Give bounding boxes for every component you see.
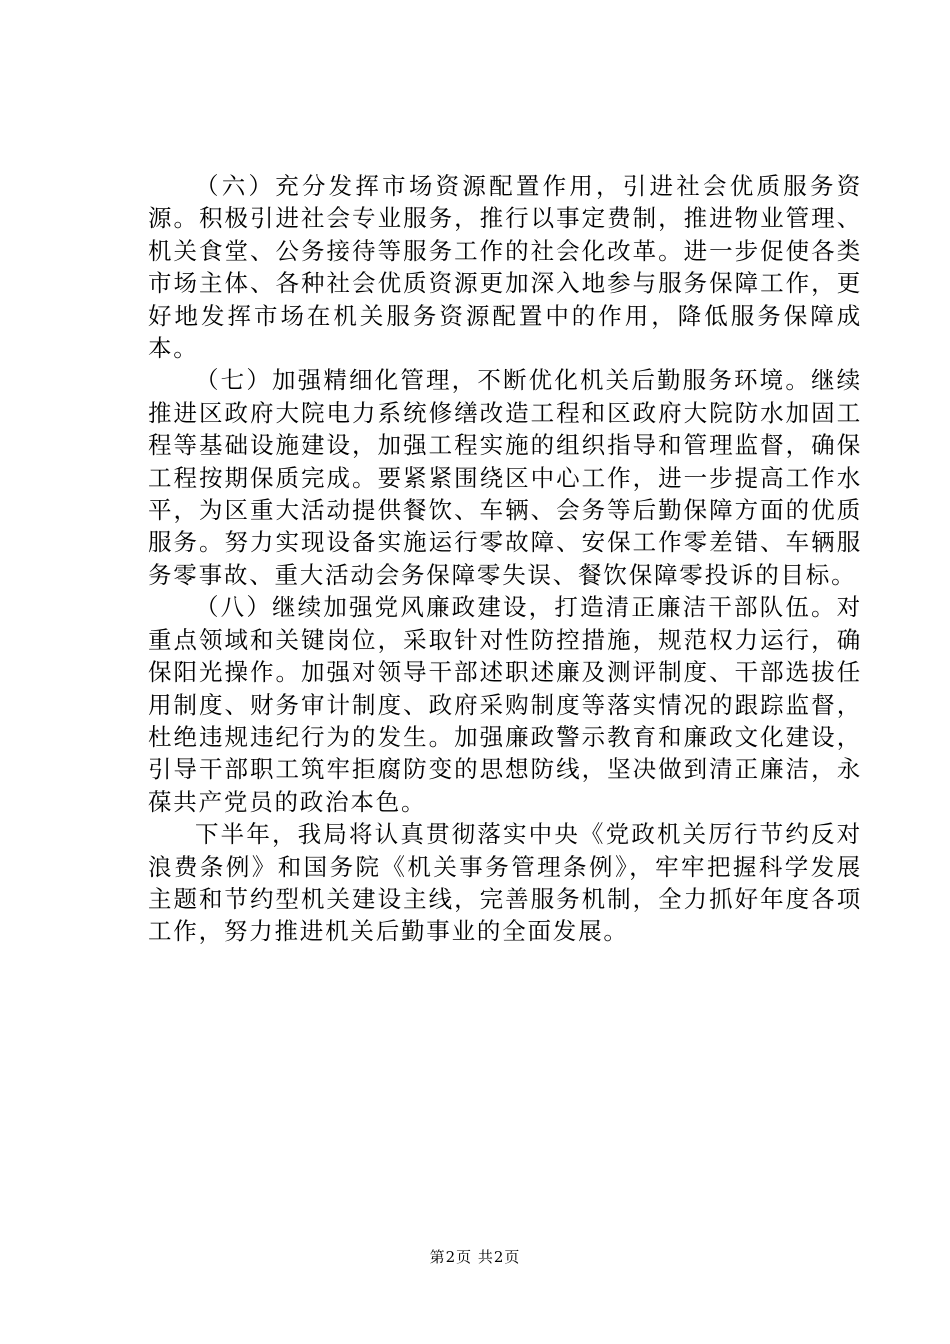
document-body [148,170,862,948]
page-footer [0,1247,950,1267]
paragraph-section-8: （八）继续加强党风廉政建设，打造清正廉洁干部队伍。对重点领域和关键岗位，采取针对性防控措施，规范权力运行，确保阳光操作。加强对领导干部述职述廉及测评制度、干部选拔任用制度、财务审计制度、政府采购制度等落实情况的跟踪监督，杜绝违规违纪行为的发生。加强廉政警示教育和廉政文化建设，引导干部职工筑牢拒腐防变的思想防线，坚决做到清正廉洁，永葆共产党员的政治本色。 [148,593,862,816]
paragraph-section-7: （七）加强精细化管理，不断优化机关后勤服务环境。继续推进区政府大院电力系统修缮改造工程和区政府大院防水加固工程等基础设施建设，加强工程实施的组织指导和管理监督，确保工程按期保质完成。要紧紧围绕区中心工作，进一步提高工作水平，为区重大活动提供餐饮、车辆、会务等后勤保障方面的优质服务。努力实现设备实施运行零故障、安保工作零差错、车辆服务零事故、重大活动会务保障零失误、餐饮保障零投诉的目标。 [148,366,862,589]
paragraph-conclusion: 下半年，我局将认真贯彻落实中央《党政机关厉行节约反对浪费条例》和国务院《机关事务管理条例》，牢牢把握科学发展主题和节约型机关建设主线，完善服务机制，全力抓好年度各项工作，努力推进机关后勤事业的全面发展。 [148,820,862,946]
page-number-label: 第2页 共2页 [429,1248,521,1266]
paragraph-section-6: （六）充分发挥市场资源配置作用，引进社会优质服务资源。积极引进社会专业服务，推行以事定费制，推进物业管理、机关食堂、公务接待等服务工作的社会化改革。进一步促使各类市场主体、各种社会优质资源更加深入地参与服务保障工作，更好地发挥市场在机关服务资源配置中的作用，降低服务保障成本。 [148,172,862,363]
